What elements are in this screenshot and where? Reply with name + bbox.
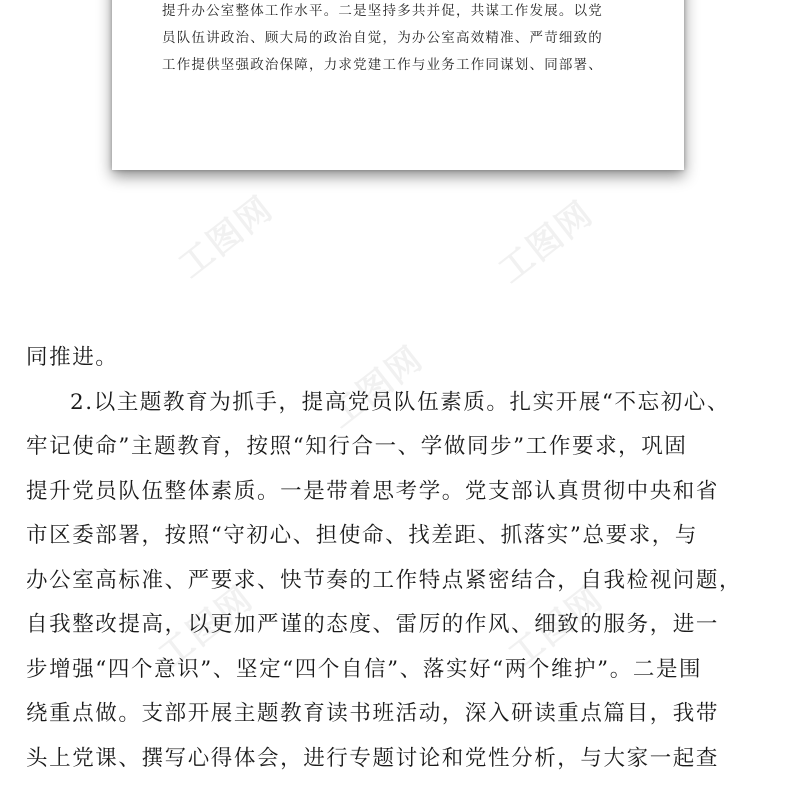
watermark: 工图网 xyxy=(501,578,612,677)
body-line: 提升党员队伍整体素质。一是带着思考学。党支部认真贯彻中央和省 xyxy=(26,478,720,504)
watermark: 工图网 xyxy=(491,193,602,292)
body-line: 自我整改提高，以更加严谨的态度、雷厉的作风、细致的服务，进一 xyxy=(26,612,720,637)
preview-line: 工作提供坚强政治保障，力求党建工作与业务工作同谋划、同部署、 xyxy=(162,57,603,73)
document-body xyxy=(26,336,786,781)
body-line: 牢记使命”主题教育，按照“知行合一、学做同步”工作要求，巩固 xyxy=(26,434,688,459)
preview-line: 提升办公室整体工作水平。二是坚持多共并促，共谋工作发展。以党 xyxy=(162,3,603,19)
body-paragraph-start: 2.以主题教育为抓手，提高党员队伍素质。扎实开展“不忘初心、 xyxy=(70,389,731,415)
watermark: 工图网 xyxy=(171,188,282,287)
preview-line: 员队伍讲政治、顾大局的政治自觉，为办公室高效精准、严苛细致的 xyxy=(162,30,603,46)
watermark: 工图网 xyxy=(151,578,262,677)
page-preview-text xyxy=(162,0,662,79)
body-line: 市区委部署，按照“守初心、担使命、找差距、抓落实”总要求，与 xyxy=(26,523,698,548)
body-line: 同推进。 xyxy=(26,345,119,370)
watermark: 工图网 xyxy=(321,338,432,437)
body-line: 步增强“四个意识”、坚定“四个自信”、落实好“两个维护”。二是围 xyxy=(26,656,703,682)
body-line: 头上党课、撰写心得体会，进行专题讨论和党性分析，与大家一起查 xyxy=(26,745,720,771)
body-line: 绕重点做。支部开展主题教育读书班活动，深入研读重点篇目，我带 xyxy=(26,701,720,726)
body-line: 办公室高标准、严要求、快节奏的工作特点紧密结合，自我检视问题， xyxy=(26,567,743,593)
document-page-preview xyxy=(112,0,684,170)
